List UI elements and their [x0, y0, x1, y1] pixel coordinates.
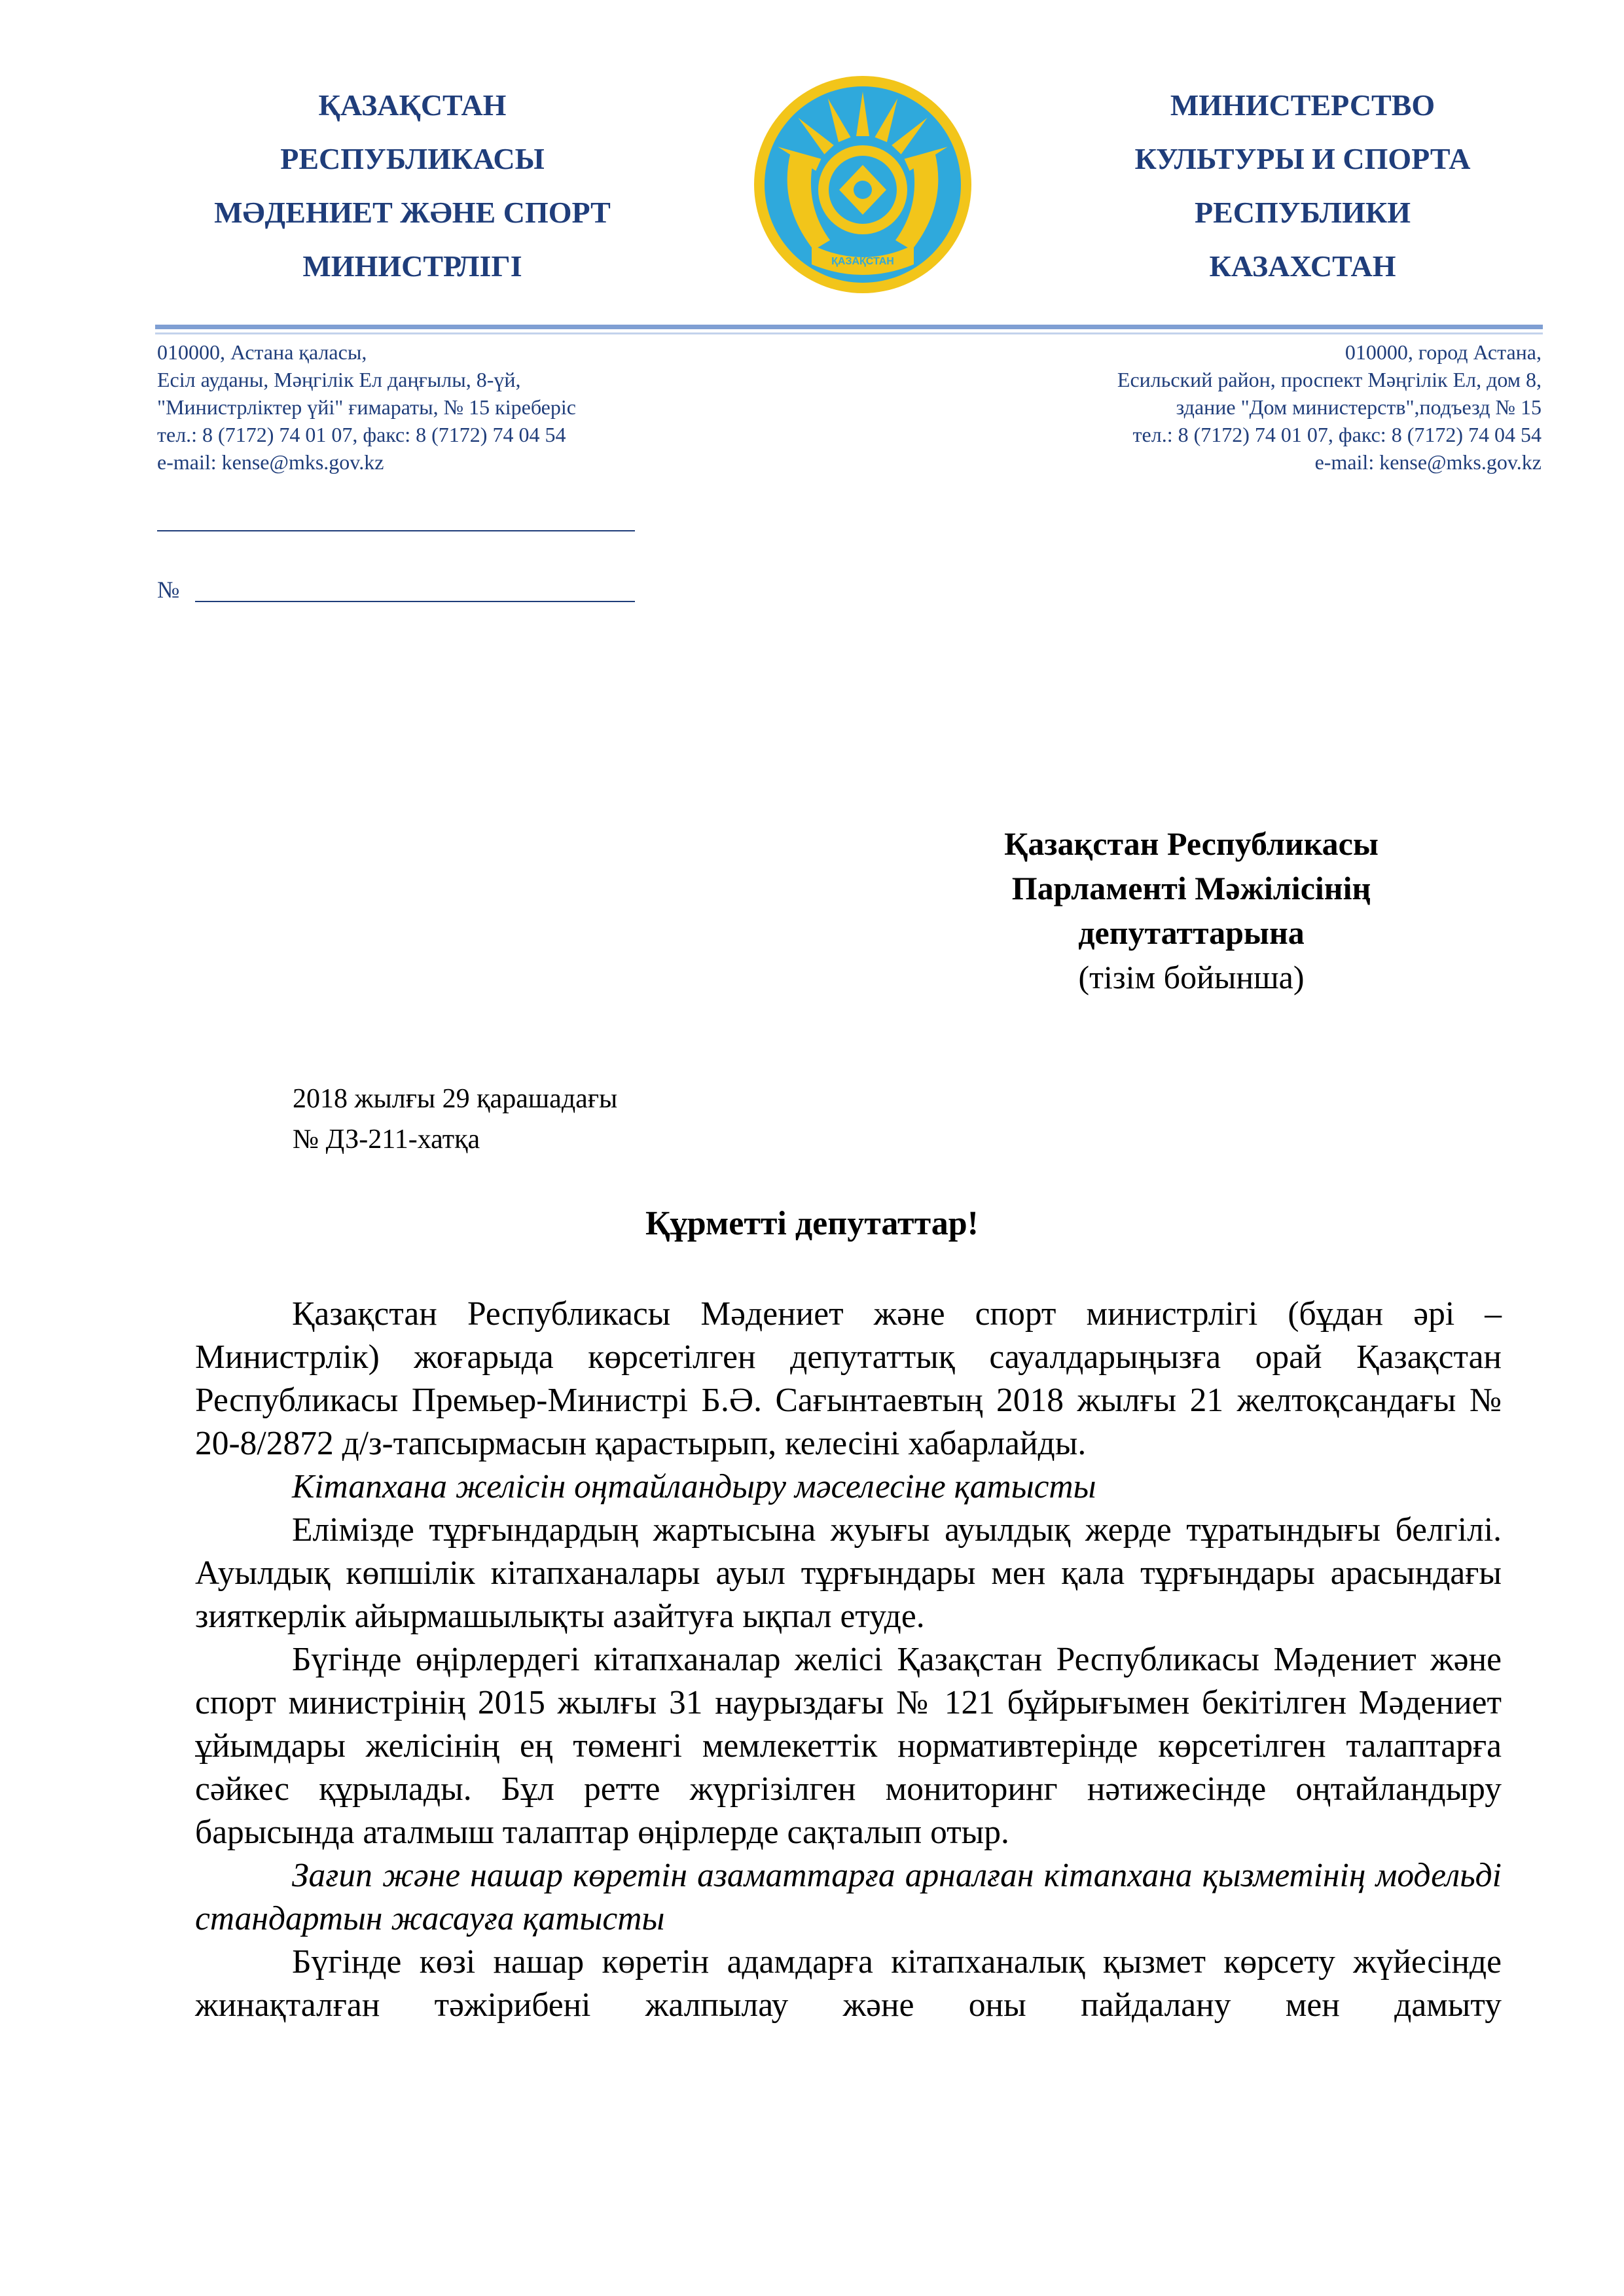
ministry-ru-line: КАЗАХСТАН	[1209, 249, 1396, 283]
address-line: "Министрліктер үйі" ғимараты, № 15 кіреберіс	[157, 395, 576, 419]
salutation: Құрметті депутаттар!	[645, 1205, 979, 1242]
body-paragraph: Бүгінде көзі нашар көретін адамдарға кітапханалық қызмет көрсету жүйесінде жинақталған тәжірибені жалпылау және оны пайдалану мен дамыту	[195, 1943, 1502, 2024]
addressee-line: Парламенті Мәжілісінің	[1011, 870, 1371, 906]
address-line: здание "Дом министерств",подъезд № 15	[1176, 395, 1542, 419]
address-email: e-mail: kense@mks.gov.kz	[157, 450, 384, 474]
addressee-block	[962, 821, 1420, 999]
addressee-line: депутаттарына	[1078, 914, 1305, 951]
emblem-banner-text: ҚАЗАҚСТАН	[831, 256, 894, 267]
address-block-kz	[157, 338, 576, 476]
section-heading: Кітапхана желісін оңтайландыру мәселесіне қатысты	[292, 1468, 1096, 1505]
address-line: 010000, Астана қаласы,	[157, 340, 367, 364]
reference-block	[293, 1079, 617, 1160]
address-line: тел.: 8 (7172) 74 01 07, факс: 8 (7172) 74 04 54	[157, 423, 566, 446]
address-line: тел.: 8 (7172) 74 01 07, факс: 8 (7172) 74 04 54	[1132, 423, 1542, 446]
addressee-line: Қазақстан Республикасы	[1004, 825, 1379, 862]
body-paragraph: Бүгінде өңірлердегі кітапханалар желісі Қазақстан Республикасы Мәдениет және спорт министрінің 2015 жылғы 31 наурыздағы № 121 бұйрығымен бекітілген Мәдениет ұйымдары желісінің ең төменгі мемлекеттік нормативтерінде көрсетілген талаптарға сәйкес құрылады. Бұл ретте жүргізілген мониторинг нәтижесінде оңтайландыру барысында аталмыш талаптар өңірлерде сақталып отыр.	[195, 1641, 1502, 1851]
outgoing-number-label: №	[157, 577, 180, 603]
ministry-kz-line: МӘДЕНИЕТ ЖӘНЕ СПОРТ	[214, 196, 611, 229]
ministry-ru-line: МИНИСТЕРСТВО	[1170, 88, 1435, 122]
address-line: Есильский район, проспект Мәңгілік Ел, дом 8,	[1117, 368, 1542, 391]
address-line: Есіл ауданы, Мәңгілік Ел даңғылы, 8-үй,	[157, 368, 521, 391]
ministry-name-ru	[1047, 79, 1558, 293]
address-block-ru	[1117, 338, 1542, 476]
body-paragraph: Елімізде тұрғындардың жартысына жуығы ауылдық жерде тұратындығы белгілі. Ауылдық көпшілік кітапханалары ауыл тұрғындары мен қала тұрғындары арасындағы зияткерлік айырмашылықты азайтуға ықпал етуде.	[195, 1511, 1502, 1635]
outgoing-date-blank	[157, 530, 635, 531]
ministry-kz-line: МИНИСТРЛІГІ	[302, 249, 522, 283]
ministry-name-kz	[157, 79, 668, 293]
addressee-note: (тізім бойынша)	[1078, 959, 1305, 996]
ministry-ru-line: КУЛЬТУРЫ И СПОРТА	[1134, 142, 1471, 175]
header-divider	[155, 325, 1543, 329]
ministry-ru-line: РЕСПУБЛИКИ	[1195, 196, 1411, 229]
letter-body	[195, 1293, 1502, 2027]
outgoing-number-blank	[195, 601, 635, 602]
ministry-kz-line: ҚАЗАҚСТАН	[318, 88, 507, 122]
address-line: 010000, город Астана,	[1344, 340, 1542, 364]
reference-date: 2018 жылғы 29 қарашадағы	[293, 1084, 618, 1114]
header-divider-thin	[155, 332, 1543, 334]
reference-number: № ДЗ-211-хатқа	[293, 1124, 480, 1155]
section-heading: Зағип және нашар көретін азаматтарға арналған кітапхана қызметінің модельді стандартын жасауға қатысты	[195, 1857, 1502, 1937]
body-paragraph: Қазақстан Республикасы Мәдениет және спорт министрлігі (бұдан әрі – Министрлік) жоғарыда көрсетілген депутаттық сауалдарыңызға орай Қазақстан Республикасы Премьер-Министрі Б.Ә. Сағынтаевтың 2018 жылғы 21 желтоқсандағы № 20-8/2872 д/з-тапсырмасын қарастырып, келесіні хабарлайды.	[195, 1295, 1502, 1462]
state-emblem-icon	[751, 73, 974, 296]
ministry-kz-line: РЕСПУБЛИКАСЫ	[280, 142, 545, 175]
address-email: e-mail: kense@mks.gov.kz	[1314, 450, 1542, 474]
